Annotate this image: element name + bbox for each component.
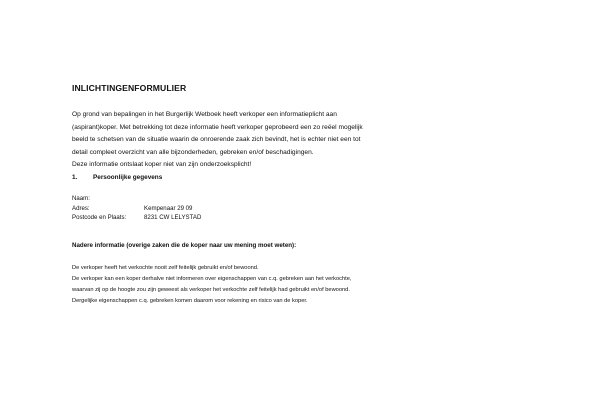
- intro-line: Op grond van bepalingen in het Burgerlijk Wetboek heeft verkoper een informatieplicht aan: [72, 111, 337, 118]
- body-line: Dergelijke eigenschappen c.q. gebreken komen daarom voor rekening en risico van de koper.: [72, 298, 308, 304]
- intro-line: beeld te schetsen van de situatie waarin de onroerende zaak zich bevindt, het is echter niet een tot: [72, 136, 361, 143]
- body-line: waarvan zij op de hoogte zou zijn geweest als verkoper het verkochte zelf feitelijk had gebruikt en/of bewoond.: [72, 287, 350, 293]
- nadere-informatie-heading: Nadere informatie (overige zaken die de koper naar uw mening moet weten):: [72, 242, 297, 249]
- intro-line: detail compleet overzicht van alle bijzonderheden, gebreken en/of beschadigingen.: [72, 148, 314, 156]
- address-label: Adres:: [72, 205, 90, 212]
- name-label: Naam:: [72, 195, 90, 202]
- document-title: INLICHTINGENFORMULIER: [72, 83, 187, 93]
- nadere-informatie-body: [72, 263, 352, 307]
- body-line: De verkoper kan een koper derhalve niet informeren over eigenschappen van c.q. gebreken aan het verkochte,: [72, 276, 352, 282]
- intro-paragraph: [72, 109, 363, 172]
- postcode-label: Postcode en Plaats:: [72, 214, 127, 221]
- section-number: 1.: [72, 174, 78, 181]
- intro-line: Deze informatie ontslaat koper niet van zijn onderzoeksplicht!: [72, 161, 252, 168]
- address-value: Kempenaar 29 09: [144, 205, 193, 212]
- intro-line: (aspirant)koper. Met betrekking tot deze informatie heeft verkoper geprobeerd een zo reëel mogelijk: [72, 123, 363, 131]
- section-title: Persoonlijke gegevens: [93, 174, 163, 181]
- body-line: De verkoper heeft het verkochte nooit zelf feitelijk gebruikt en/of bewoond.: [72, 265, 259, 271]
- postcode-value: 8231 CW LELYSTAD: [144, 214, 202, 221]
